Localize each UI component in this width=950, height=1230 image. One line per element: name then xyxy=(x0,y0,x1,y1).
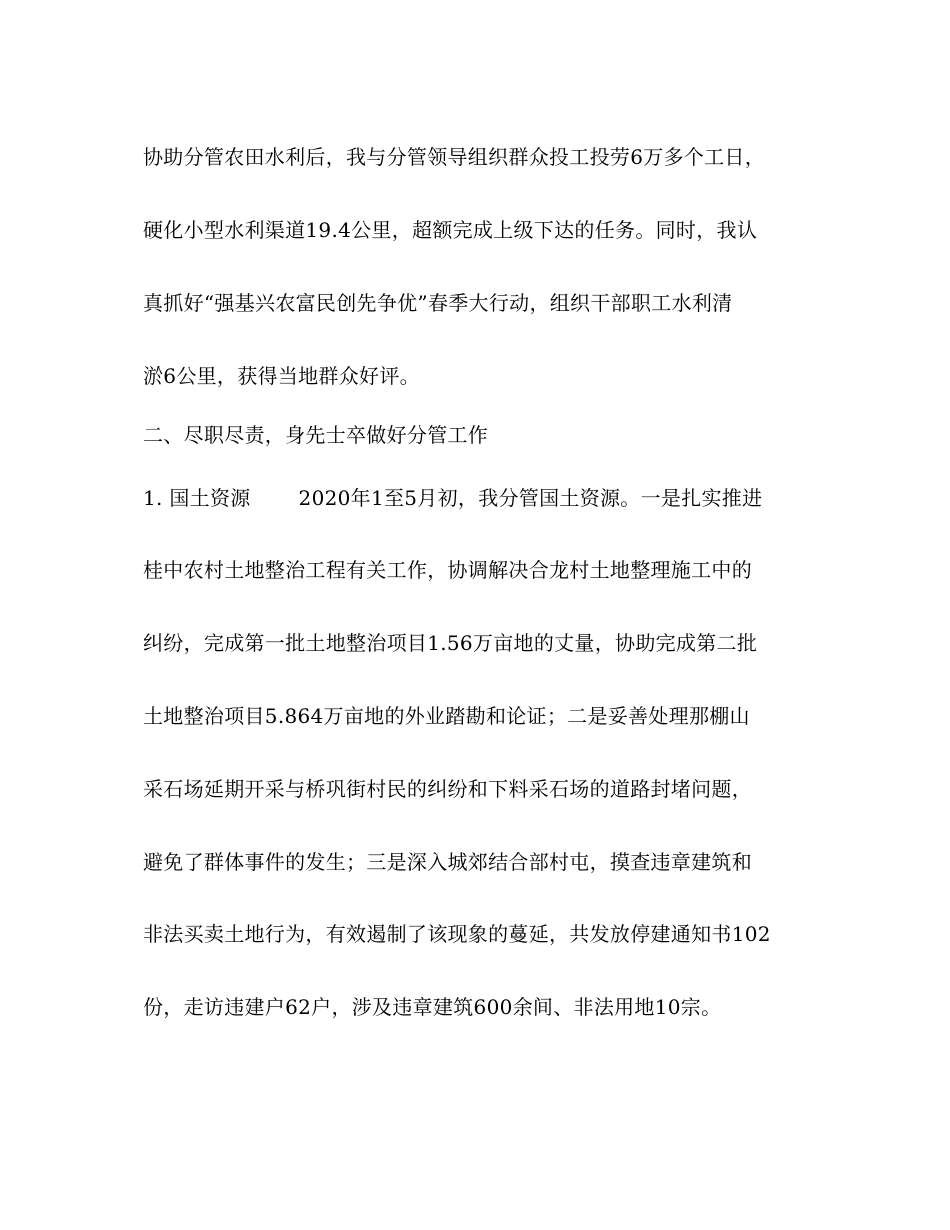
paragraph-line: 协助分管农田水利后，我与分管领导组织群众投工投劳6万多个工日， xyxy=(143,145,766,169)
paragraph-line: 淤6公里，获得当地群众好评。 xyxy=(143,364,420,388)
paragraph-line: 避免了群体事件的发生；三是深入城郊结合部村屯，摸查违章建筑和 xyxy=(143,850,752,874)
paragraph-line: 非法买卖土地行为，有效遏制了该现象的蔓延，共发放停建通知书102 xyxy=(143,922,771,946)
paragraph-line: 真抓好“强基兴农富民创先争优”春季大行动，组织干部职工水利清 xyxy=(143,291,733,315)
item-label: 1. 国土资源 xyxy=(143,486,251,510)
paragraph-line: 2020年1至5月初，我分管国土资源。一是扎实推进 xyxy=(298,486,763,510)
paragraph-line: 土地整治项目5.864万亩地的外业踏勘和论证；二是妥善处理那棚山 xyxy=(143,704,750,728)
section-heading: 二、尽职尽责，身先士卒做好分管工作 xyxy=(143,423,489,447)
paragraph-line: 桂中农村土地整治工程有关工作，协调解决合龙村土地整理施工中的 xyxy=(143,558,752,582)
paragraph-line: 采石场延期开采与桥巩街村民的纠纷和下料采石场的道路封堵问题， xyxy=(143,777,752,801)
paragraph-line: 份，走访违建户62户，涉及违章建筑600余间、非法用地10宗。 xyxy=(143,995,722,1019)
paragraph-line: 硬化小型水利渠道19.4公里，超额完成上级下达的任务。同时，我认 xyxy=(143,218,758,242)
paragraph-first-line xyxy=(143,484,762,512)
paragraph-line: 纠纷，完成第一批土地整治项目1.56万亩地的丈量，协助完成第二批 xyxy=(143,631,758,655)
